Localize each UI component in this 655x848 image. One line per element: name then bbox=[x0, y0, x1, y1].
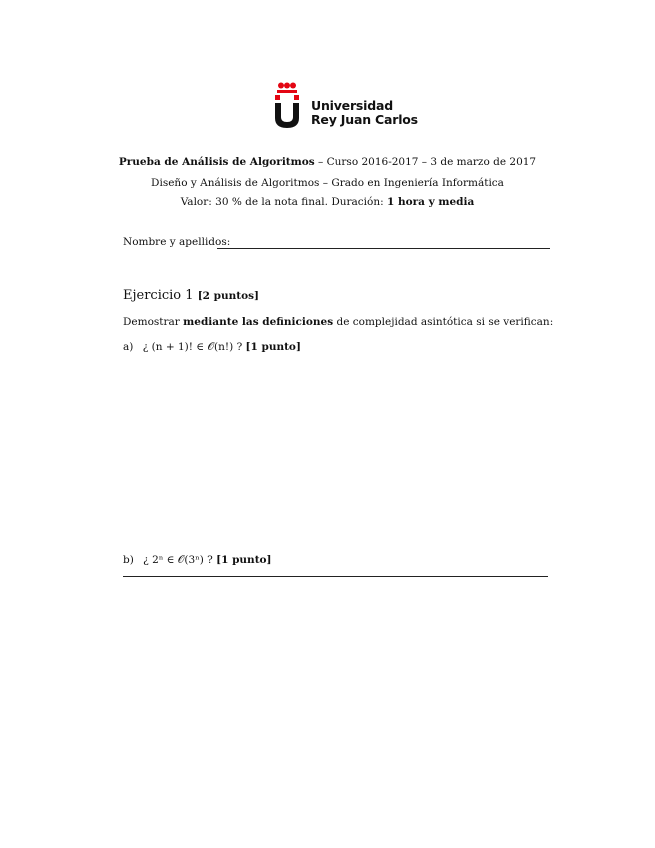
item-b bbox=[123, 554, 272, 567]
university-logo bbox=[274, 82, 418, 132]
logo-line-1: Universidad bbox=[311, 98, 393, 113]
item-a-points: [1 punto] bbox=[245, 341, 301, 353]
exercise-title-row bbox=[123, 288, 259, 303]
item-b-label: b) bbox=[123, 554, 134, 566]
exam-value: Valor: 30 % de la nota final. Duración: bbox=[180, 196, 388, 208]
exam-header-line-2: Diseño y Análisis de Algoritmos – Grado en Ingeniería Informática bbox=[151, 177, 504, 189]
item-a bbox=[123, 341, 301, 354]
item-b-points: [1 punto] bbox=[216, 554, 272, 566]
exam-course-date: – Curso 2016-2017 – 3 de marzo de 2017 bbox=[314, 156, 537, 168]
exam-duration: 1 hora y media bbox=[387, 196, 475, 208]
urjc-logo-icon bbox=[274, 82, 300, 128]
name-label: Nombre y apellidos: bbox=[123, 236, 231, 248]
separator-line bbox=[123, 576, 548, 577]
name-answer-line[interactable] bbox=[217, 248, 550, 249]
exam-header-line-1 bbox=[0, 156, 655, 168]
item-b-statement: ¿ 2ⁿ ∈ 𝒪(3ⁿ) ? bbox=[143, 554, 213, 566]
exam-header-line-3 bbox=[0, 196, 655, 208]
exercise-intro bbox=[123, 316, 553, 328]
intro-bold: mediante las definiciones bbox=[183, 316, 334, 328]
item-a-statement: ¿ (n + 1)! ∈ 𝒪(n!) ? bbox=[142, 341, 243, 353]
item-a-label: a) bbox=[123, 341, 134, 353]
intro-pre: Demostrar bbox=[123, 316, 184, 328]
logo-text bbox=[311, 99, 418, 127]
exercise-points: [2 puntos] bbox=[197, 290, 259, 302]
exam-title: Prueba de Análisis de Algoritmos bbox=[118, 156, 315, 168]
logo-line-2: Rey Juan Carlos bbox=[311, 112, 418, 127]
exercise-title: Ejercicio 1 bbox=[123, 288, 194, 303]
intro-post: de complejidad asintótica si se verifican: bbox=[333, 316, 554, 328]
